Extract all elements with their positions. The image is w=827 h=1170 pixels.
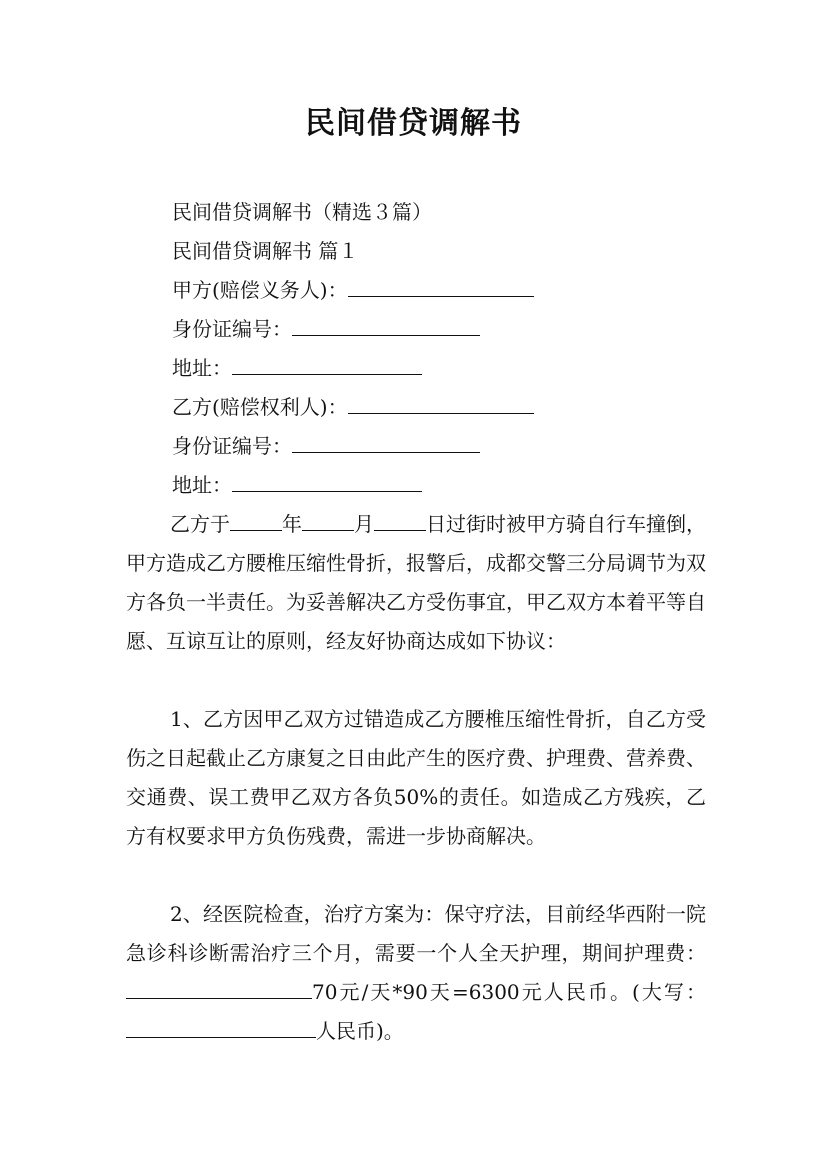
paragraph-incident (126, 505, 706, 661)
document-title: 民间借贷调解书 (305, 106, 522, 141)
p1-text-b: 年 (282, 512, 302, 536)
p1-text-c: 月 (354, 512, 374, 536)
party-a-line (172, 276, 534, 304)
party-b-line (172, 393, 534, 421)
addr-b-blank (232, 471, 422, 492)
id-a-label: 身份证编号： (172, 317, 292, 341)
id-b-blank (292, 432, 480, 453)
id-b-label: 身份证编号： (172, 434, 292, 458)
p3-text-a: 2、经医院检查，治疗方案为：保守疗法，目前经华西附一院急诊科诊断需治疗三个月，需要一个人全天护理，期间护理费： (126, 902, 706, 965)
uppercase-amount-blank (126, 1017, 316, 1038)
party-a-blank (348, 276, 534, 297)
paragraph-clause-2 (126, 895, 706, 1051)
p1-text-a: 乙方于 (170, 512, 230, 536)
p1-text-d: 日过街时被甲方骑自行车撞倒，甲方造成乙方腰椎压缩性骨折，报警后，成都交警三分局调节为双方各负一半责任。为妥善解决乙方受伤事宜，甲乙双方本着平等自愿、互谅互让的原则，经友好协商达成如下协议： (126, 512, 706, 653)
p3-text-c: 人民币)。 (316, 1019, 404, 1043)
month-blank (302, 510, 354, 531)
party-a-label: 甲方(赔偿义务人)： (172, 278, 348, 302)
party-b-label: 乙方(赔偿权利人)： (172, 395, 348, 419)
day-blank (374, 510, 426, 531)
nursing-fee-blank (126, 978, 312, 999)
subtitle-line: 民间借贷调解书（精选３篇） (172, 200, 432, 224)
addr-a-blank (232, 354, 422, 375)
p3-text-b: 70元/天*90天=6300元人民币。(大写： (312, 980, 706, 1004)
addr-b-line (172, 471, 422, 499)
year-blank (230, 510, 282, 531)
party-b-blank (348, 393, 534, 414)
id-a-line (172, 315, 480, 343)
part-heading: 民间借贷调解书 篇１ (172, 239, 359, 263)
paragraph-clause-1: 1、乙方因甲乙双方过错造成乙方腰椎压缩性骨折，自乙方受伤之日起截止乙方康复之日由此产生的医疗费、护理费、营养费、交通费、误工费甲乙双方各负50%的责任。如造成乙方残疾，乙方有权要求甲方负伤残费，需进一步协商解决。 (126, 707, 706, 848)
id-b-line (172, 432, 480, 460)
addr-a-label: 地址： (172, 356, 232, 380)
addr-a-line (172, 354, 422, 382)
id-a-blank (292, 315, 480, 336)
addr-b-label: 地址： (172, 473, 232, 497)
